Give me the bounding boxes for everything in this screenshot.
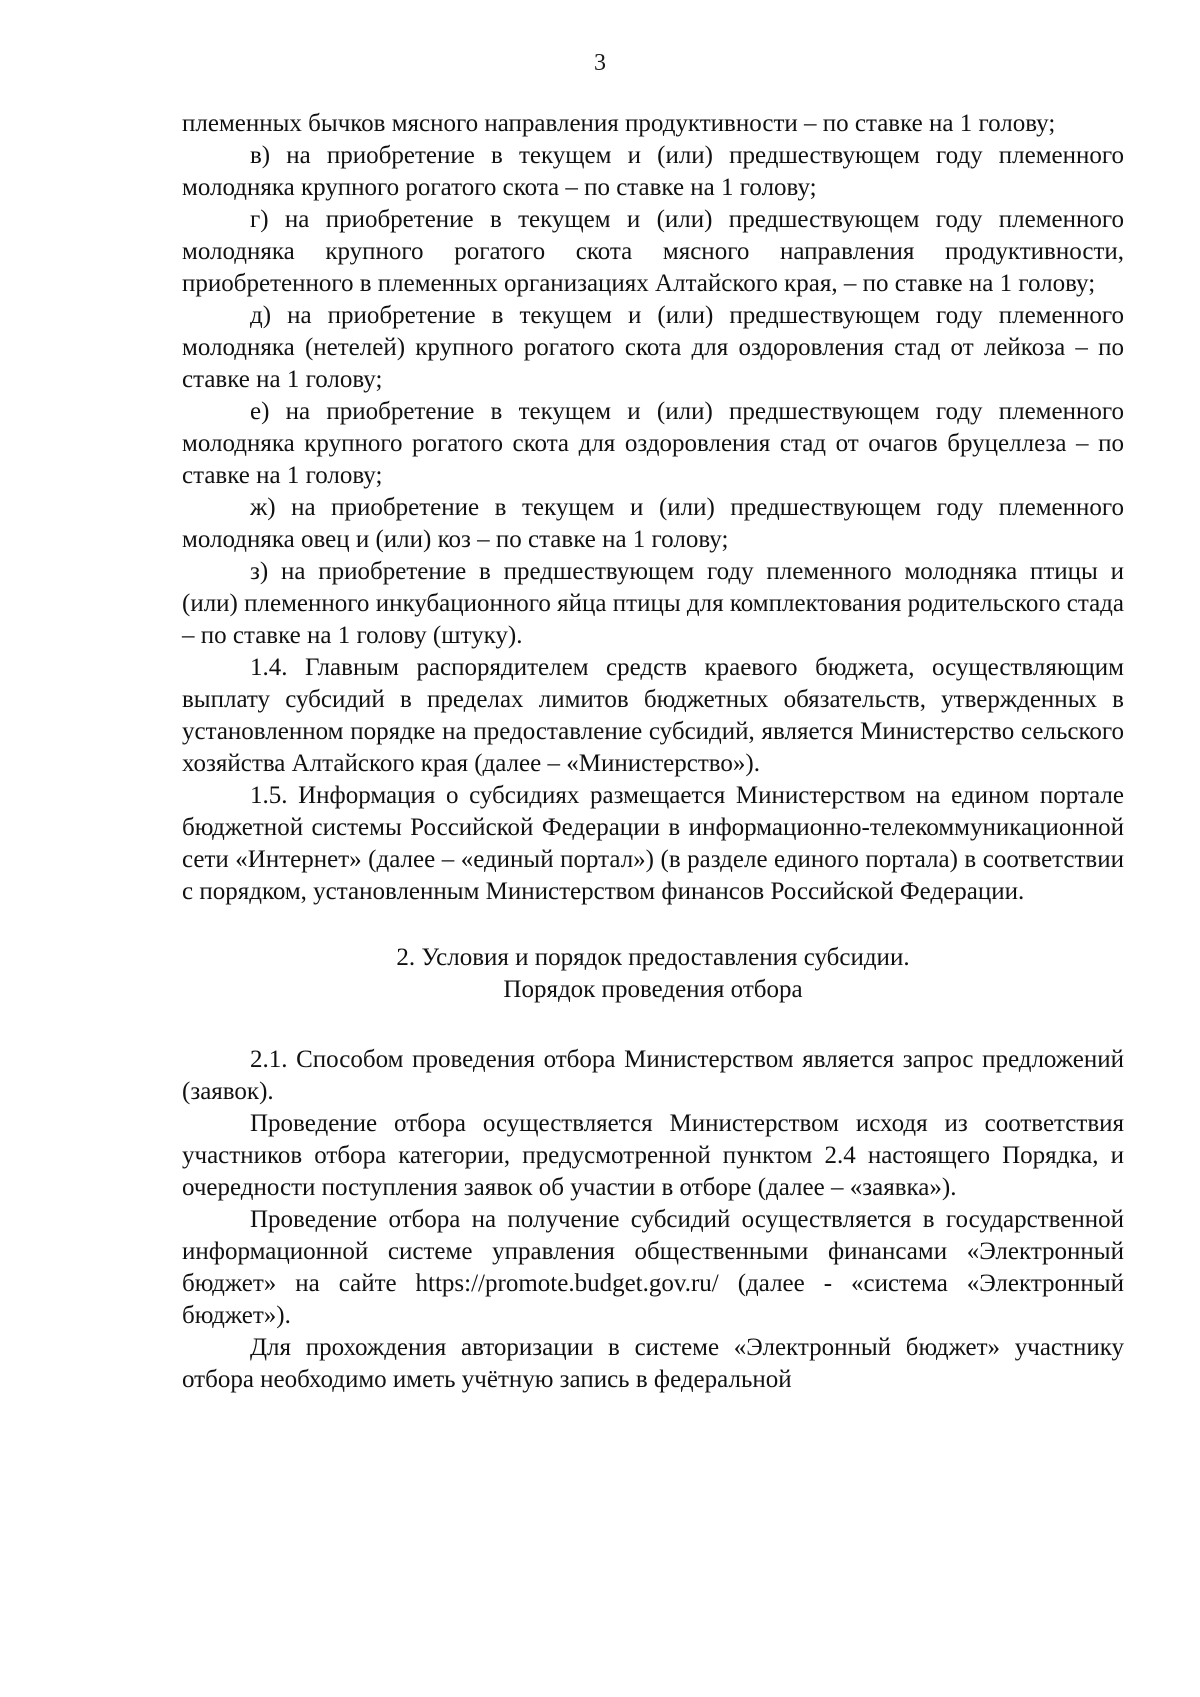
paragraph-selection-basis: Проведение отбора осуществляется Министерством исходя из соответствия участников отбора категории, предусмотренной пунктом 2.4 настоящего Порядка, и очередности поступления заявок об участии в отборе (далее – «заявка»). [182,1110,1124,1201]
paragraph-item-z: з) на приобретение в предшествующем году племенного молодняка птицы и (или) племенного инкубационного яйца птицы для комплектования родительского стада – по ставке на 1 голову (штуку). [182,558,1124,649]
section-heading-line-1: 2. Условия и порядок предоставления субсидии. [396,944,910,971]
paragraph-clause-1-4: 1.4. Главным распорядителем средств краевого бюджета, осуществляющим выплату субсидий в пределах лимитов бюджетных обязательств, утвержденных в установленном порядке на предоставление субсидий, является Министерство сельского хозяйства Алтайского края (далее – «Министерство»). [182,654,1124,777]
paragraph-authorization: Для прохождения авторизации в системе «Электронный бюджет» участнику отбора необходимо иметь учётную запись в федеральной [182,1334,1124,1393]
paragraph-electronic-budget: Проведение отбора на получение субсидий осуществляется в государственной информационной системе управления общественными финансами «Электронный бюджет» на сайте https://promote.budget.gov.ru/ (далее - «система «Электронный бюджет»). [182,1206,1124,1329]
paragraph-clause-2-1: 2.1. Способом проведения отбора Министерством является запрос предложений (заявок). [182,1046,1124,1105]
paragraph-item-g: г) на приобретение в текущем и (или) предшествующем году племенного молодняка крупного рогатого скота мясного направления продуктивности, приобретенного в племенных организациях Алтайского края, – по ставке на 1 голову; [182,206,1124,297]
section-heading-line-2: Порядок проведения отбора [503,976,803,1003]
paragraph-item-zh: ж) на приобретение в текущем и (или) предшествующем году племенного молодняка овец и (или) коз – по ставке на 1 голову; [182,494,1124,553]
paragraph-continuation: племенных бычков мясного направления продуктивности – по ставке на 1 голову; [182,110,1056,137]
paragraph-item-e: е) на приобретение в текущем и (или) предшествующем году племенного молодняка крупного рогатого скота для оздоровления стад от очагов бруцеллеза – по ставке на 1 голову; [182,398,1124,489]
paragraph-item-d: д) на приобретение в текущем и (или) предшествующем году племенного молодняка (нетелей) крупного рогатого скота для оздоровления стад от лейкоза – по ставке на 1 голову; [182,302,1124,393]
paragraph-clause-1-5: 1.5. Информация о субсидиях размещается Министерством на едином портале бюджетной системы Российской Федерации в информационно-телекоммуникационной сети «Интернет» (далее – «единый портал») (в разделе единого портала) в соответствии с порядком, установленным Министерством финансов Российской Федерации. [182,782,1124,905]
paragraph-item-v: в) на приобретение в текущем и (или) предшествующем году племенного молодняка крупного рогатого скота – по ставке на 1 голову; [182,142,1124,201]
page-number: 3 [594,50,606,76]
document-body [182,108,1124,1396]
section-heading [182,942,1124,1006]
